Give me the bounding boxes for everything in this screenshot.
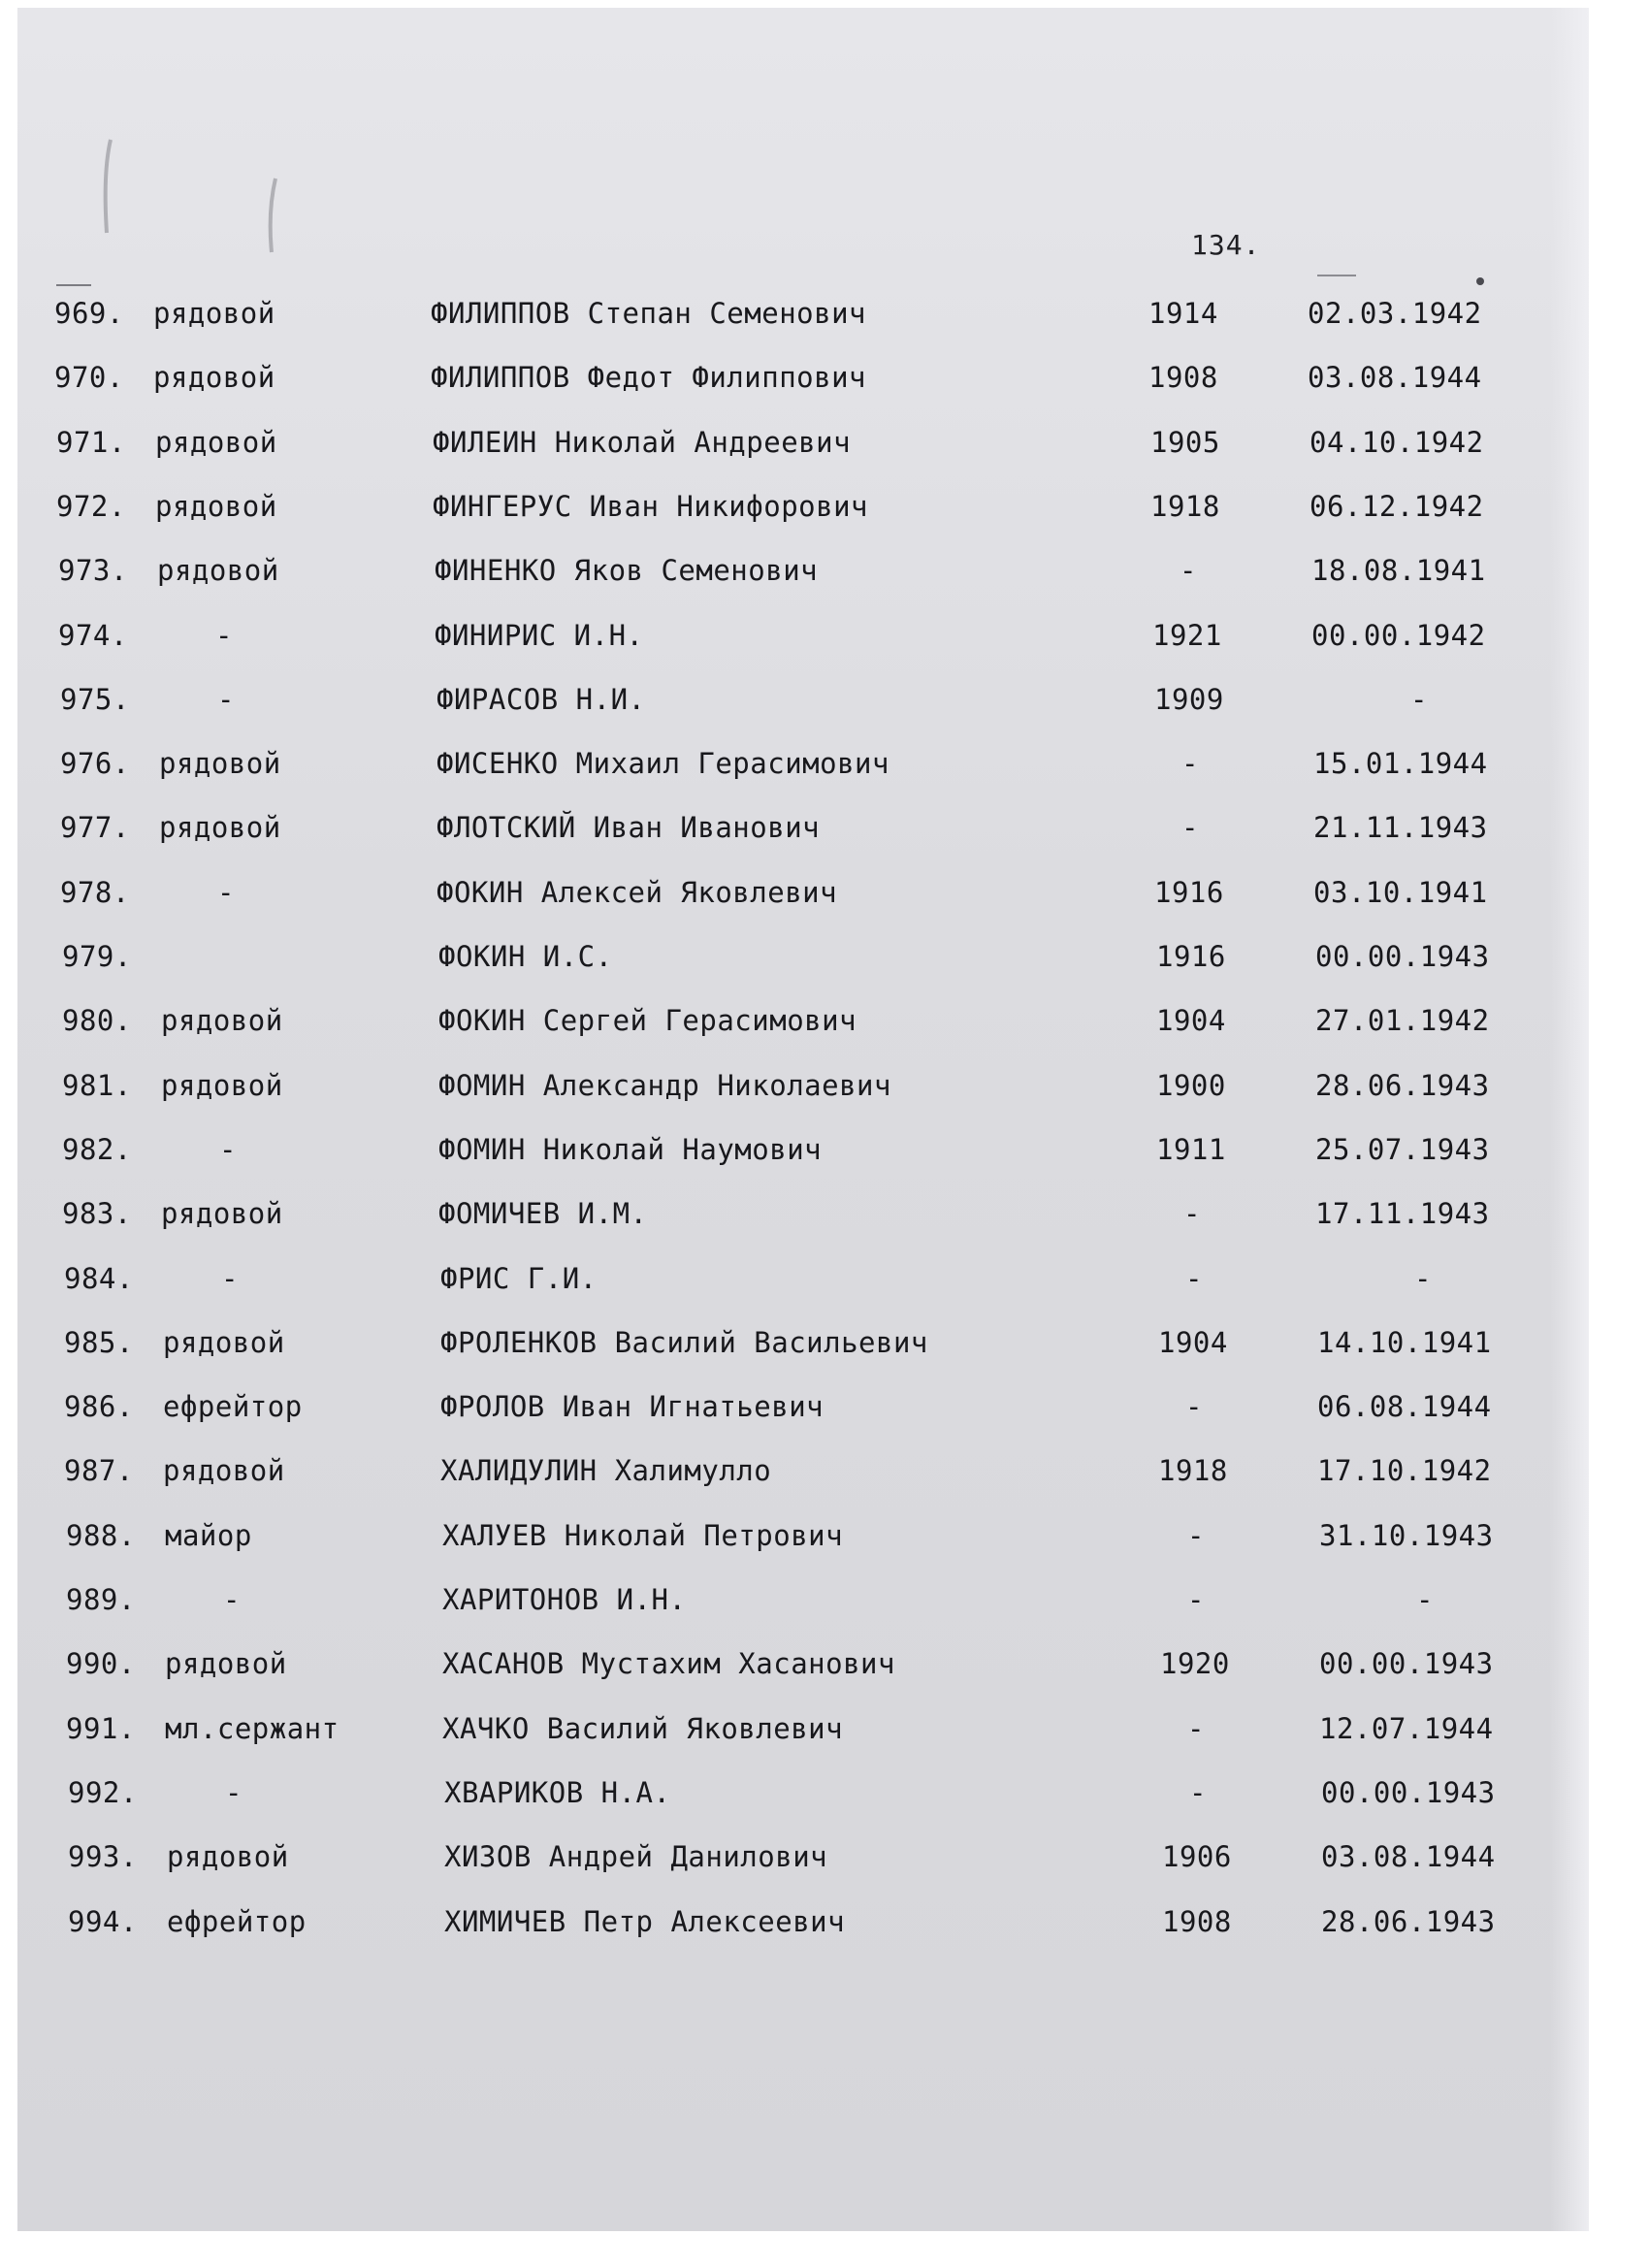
entry-date: 00.00.1943 [1321, 1775, 1496, 1809]
entry-birth-year: 1918 [1150, 489, 1220, 523]
entry-name: ФОМИН Александр Николаевич [438, 1068, 891, 1102]
entry-number: 988. [66, 1518, 136, 1552]
entry-date: 12.07.1944 [1319, 1711, 1494, 1745]
entry-name: ФРОЛЕНКОВ Василий Васильевич [440, 1325, 928, 1359]
entry-name: ФОМИЧЕВ И.М. [438, 1197, 648, 1231]
entry-date: 00.00.1942 [1311, 618, 1486, 652]
entry-birth-year: - [1183, 1197, 1201, 1231]
roster-entry [2, 487, 1649, 535]
roster-entry [10, 1323, 1649, 1372]
roster-entry [12, 1516, 1649, 1565]
entry-number: 974. [58, 618, 128, 652]
entry-date: 04.10.1942 [1310, 425, 1484, 459]
entry-number: 978. [60, 875, 130, 909]
entry-date: 03.08.1944 [1321, 1840, 1496, 1874]
entry-rank: - [215, 618, 233, 652]
entry-birth-year: - [1185, 1390, 1203, 1424]
roster-entry [4, 551, 1649, 599]
entry-number: 970. [54, 361, 124, 395]
entry-birth-year: 1921 [1152, 618, 1222, 652]
entry-name: ФОКИН И.С. [438, 940, 613, 973]
entry-date: 00.00.1943 [1319, 1647, 1494, 1681]
entry-number: 979. [62, 940, 132, 973]
entry-name: ХИМИЧЕВ Петр Алексеевич [444, 1904, 846, 1938]
entry-name: ФИРАСОВ Н.И. [436, 682, 646, 716]
entry-date: 25.07.1943 [1315, 1132, 1490, 1166]
entry-birth-year: 1911 [1156, 1132, 1226, 1166]
entry-birth-year: - [1187, 1583, 1205, 1616]
entry-number: 993. [68, 1840, 138, 1874]
entry-name: ФОКИН Алексей Яковлевич [436, 875, 838, 909]
entry-rank: рядовой [161, 1004, 283, 1038]
entry-birth-year: - [1181, 811, 1199, 845]
entry-rank: - [217, 682, 235, 716]
entry-rank: - [225, 1775, 242, 1809]
entry-birth-year: 1918 [1158, 1454, 1228, 1488]
entry-rank: рядовой [155, 425, 277, 459]
entry-rank: мл.сержант [165, 1711, 340, 1745]
roster-entry [6, 680, 1649, 729]
entry-number: 987. [64, 1454, 134, 1488]
entry-rank: рядовой [153, 297, 275, 330]
entry-name: ХАСАНОВ Мустахим Хасанович [442, 1647, 895, 1681]
entry-birth-year: 1909 [1154, 682, 1224, 716]
roster-entry [8, 937, 1649, 986]
entry-rank: рядовой [163, 1454, 285, 1488]
entry-rank: ефрейтор [167, 1904, 307, 1938]
entry-rank: рядовой [161, 1197, 283, 1231]
entry-number: 986. [64, 1390, 134, 1424]
page-number: 134. [1191, 229, 1261, 261]
entry-name: ФЛОТСКИЙ Иван Иванович [436, 811, 821, 845]
entry-number: 992. [68, 1775, 138, 1809]
roster-entry [12, 1709, 1649, 1758]
entry-number: 994. [68, 1904, 138, 1938]
roster-entry [14, 1902, 1649, 1951]
roster-entry [8, 1194, 1649, 1243]
entry-rank: майор [165, 1518, 252, 1552]
roster-entry [2, 423, 1649, 471]
roster-entry [12, 1580, 1649, 1629]
entry-birth-year: - [1189, 1775, 1207, 1809]
entry-birth-year: 1900 [1156, 1068, 1226, 1102]
entry-name: ХВАРИКОВ Н.А. [444, 1775, 671, 1809]
entry-rank: рядовой [157, 554, 279, 588]
entry-number: 981. [62, 1068, 132, 1102]
entry-number: 991. [66, 1711, 136, 1745]
roster-entry [14, 1837, 1649, 1886]
entry-birth-year: 1904 [1158, 1325, 1228, 1359]
entry-number: 972. [56, 489, 126, 523]
entry-name: ФИНГЕРУС Иван Никифорович [433, 489, 868, 523]
entry-number: 989. [66, 1583, 136, 1616]
roster-entry [4, 616, 1649, 664]
roster-entry [12, 1644, 1649, 1693]
entry-birth-year: - [1181, 747, 1199, 781]
roster-entry [6, 873, 1649, 922]
entry-date: 31.10.1943 [1319, 1518, 1494, 1552]
entry-birth-year: 1920 [1160, 1647, 1230, 1681]
entry-rank: - [221, 1261, 239, 1295]
entry-date: 21.11.1943 [1313, 811, 1488, 845]
entry-number: 990. [66, 1647, 136, 1681]
entry-date: - [1410, 682, 1428, 716]
entry-rank: рядовой [159, 747, 281, 781]
entry-birth-year: - [1185, 1261, 1203, 1295]
entry-birth-year: 1908 [1148, 361, 1218, 395]
entry-birth-year: 1916 [1154, 875, 1224, 909]
entry-date: 03.08.1944 [1308, 361, 1482, 395]
entry-name: ФИЛЕИН Николай Андреевич [433, 425, 852, 459]
entry-name: ФИЛИППОВ Федот Филиппович [431, 361, 866, 395]
entry-birth-year: 1908 [1162, 1904, 1232, 1938]
entry-date: 02.03.1942 [1308, 297, 1482, 330]
entry-date: - [1416, 1583, 1434, 1616]
entry-date: 06.12.1942 [1310, 489, 1484, 523]
entry-number: 977. [60, 811, 130, 845]
entry-date: 14.10.1941 [1317, 1325, 1492, 1359]
roster-entry [0, 358, 1649, 406]
entry-date: 28.06.1943 [1315, 1068, 1490, 1102]
entry-date: 03.10.1941 [1313, 875, 1488, 909]
entry-name: ФИЛИППОВ Степан Семенович [431, 297, 866, 330]
entry-birth-year: 1906 [1162, 1840, 1232, 1874]
entry-number: 969. [54, 297, 124, 330]
entry-rank: рядовой [161, 1068, 283, 1102]
entry-date: 28.06.1943 [1321, 1904, 1496, 1938]
entry-name: ФОКИН Сергей Герасимович [438, 1004, 857, 1038]
entry-rank: рядовой [167, 1840, 289, 1874]
entry-rank: рядовой [163, 1325, 285, 1359]
roster-entry [10, 1259, 1649, 1308]
entry-number: 975. [60, 682, 130, 716]
roster-entry [8, 1066, 1649, 1115]
entry-rank: ефрейтор [163, 1390, 303, 1424]
entry-rank: - [217, 875, 235, 909]
entry-date: 00.00.1943 [1315, 940, 1490, 973]
roster-entry [6, 808, 1649, 857]
entry-name: ФРИС Г.И. [440, 1261, 598, 1295]
roster-entry [10, 1387, 1649, 1436]
entry-rank: рядовой [153, 361, 275, 395]
entry-number: 976. [60, 747, 130, 781]
entry-name: ХИЗОВ Андрей Данилович [444, 1840, 828, 1874]
entry-number: 985. [64, 1325, 134, 1359]
entry-rank: рядовой [155, 489, 277, 523]
entry-date: 18.08.1941 [1311, 554, 1486, 588]
entry-number: 971. [56, 425, 126, 459]
entry-name: ХАЛИДУЛИН Халимулло [440, 1454, 772, 1488]
entry-name: ХАЛУЕВ Николай Петрович [442, 1518, 844, 1552]
entry-number: 984. [64, 1261, 134, 1295]
roster-entry [0, 294, 1649, 342]
entry-date: 17.10.1942 [1317, 1454, 1492, 1488]
entry-number: 973. [58, 554, 128, 588]
entry-name: ФРОЛОВ Иван Игнатьевич [440, 1390, 824, 1424]
entry-birth-year: 1914 [1148, 297, 1218, 330]
roster-entry [6, 744, 1649, 793]
entry-birth-year: - [1180, 554, 1197, 588]
entry-birth-year: - [1187, 1711, 1205, 1745]
entry-name: ХАРИТОНОВ И.Н. [442, 1583, 687, 1616]
entry-birth-year: 1905 [1150, 425, 1220, 459]
entry-rank: - [219, 1132, 237, 1166]
entry-number: 982. [62, 1132, 132, 1166]
roster-entry [10, 1451, 1649, 1500]
entry-name: ФИСЕНКО Михаил Герасимович [436, 747, 889, 781]
entry-rank: рядовой [159, 811, 281, 845]
entry-date: 27.01.1942 [1315, 1004, 1490, 1038]
entry-birth-year: - [1187, 1518, 1205, 1552]
entry-number: 980. [62, 1004, 132, 1038]
entry-birth-year: 1916 [1156, 940, 1226, 973]
entry-date: 06.08.1944 [1317, 1390, 1492, 1424]
roster-entry [8, 1001, 1649, 1050]
entry-name: ФИНИРИС И.Н. [435, 618, 644, 652]
entry-name: ФОМИН Николай Наумович [438, 1132, 823, 1166]
entry-rank: рядовой [165, 1647, 287, 1681]
entry-date: 17.11.1943 [1315, 1197, 1490, 1231]
entry-name: ФИНЕНКО Яков Семенович [435, 554, 819, 588]
entry-birth-year: 1904 [1156, 1004, 1226, 1038]
roster-entry [14, 1773, 1649, 1822]
entry-rank: - [223, 1583, 241, 1616]
entry-number: 983. [62, 1197, 132, 1231]
entry-date: 15.01.1944 [1313, 747, 1488, 781]
entry-date: - [1414, 1261, 1432, 1295]
entry-name: ХАЧКО Василий Яковлевич [442, 1711, 844, 1745]
roster-entry [8, 1130, 1649, 1179]
